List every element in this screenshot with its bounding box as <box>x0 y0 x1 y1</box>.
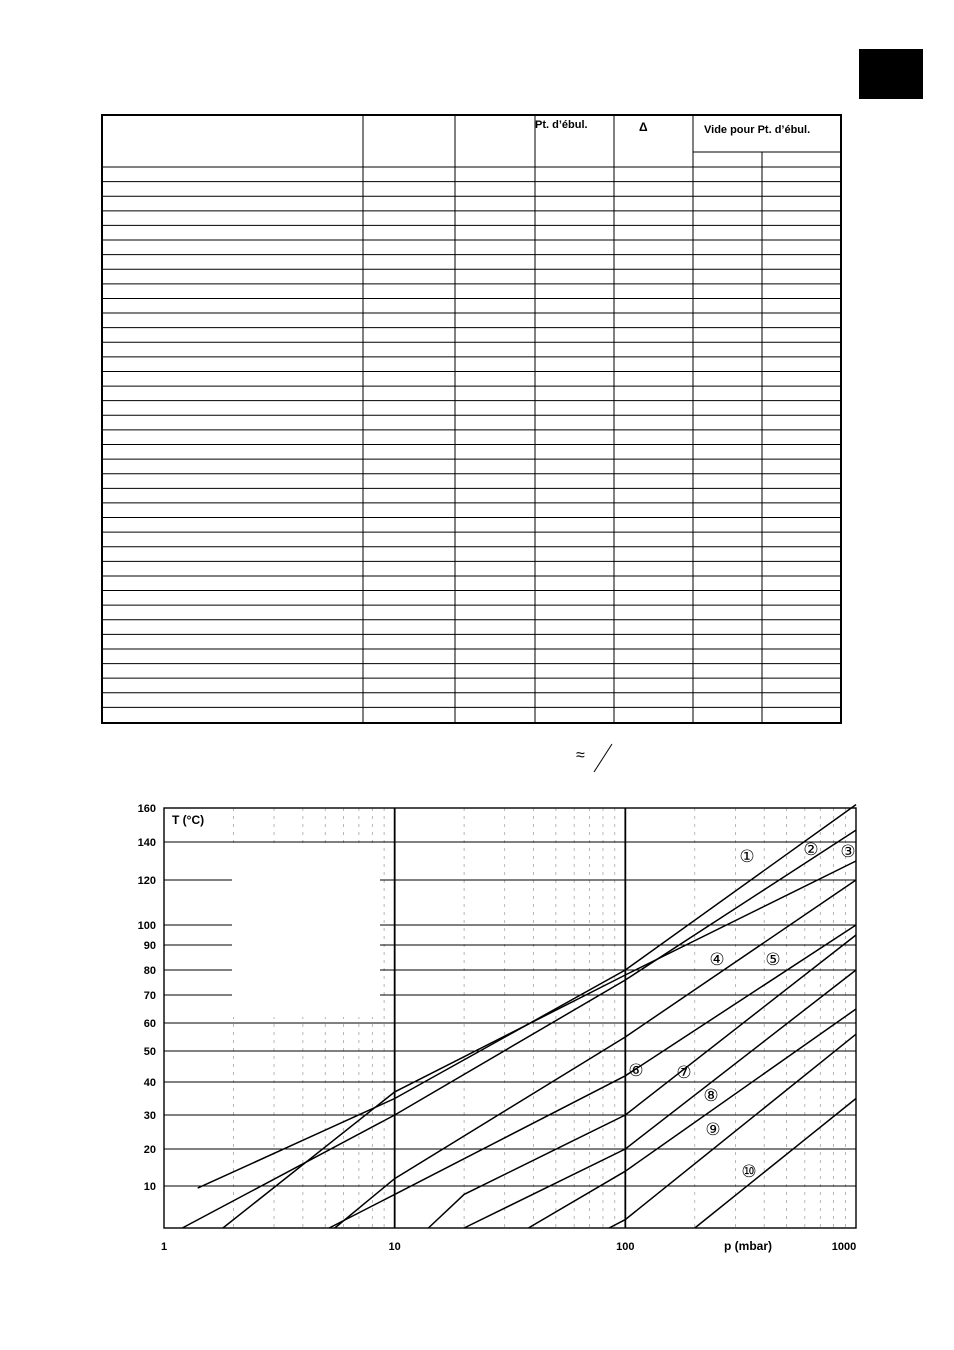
header-boiling-point: Pt. d’ébul. <box>535 119 588 131</box>
y-tick-label: 90 <box>143 940 156 952</box>
series-label-6: ⑥ <box>628 1061 644 1080</box>
series-label-9: ⑨ <box>705 1120 721 1139</box>
y-tick-label: 30 <box>143 1110 156 1122</box>
series-line-9 <box>609 1034 856 1228</box>
y-tick-label: 160 <box>137 803 156 815</box>
y-tick-label: 140 <box>137 837 156 849</box>
legend-blank-area <box>232 845 380 1017</box>
x-axis-label: p (mbar) <box>724 1239 772 1253</box>
series-line-10 <box>695 1099 856 1229</box>
series-label-1: ① <box>739 847 755 866</box>
series-label-5: ⑤ <box>765 950 781 969</box>
y-axis-label: T (°C) <box>172 813 205 827</box>
y-tick-label: 10 <box>143 1181 156 1193</box>
series-label-4: ④ <box>709 950 725 969</box>
y-tick-label: 80 <box>143 965 156 977</box>
header-delta: Δ <box>639 120 648 134</box>
y-tick-label: 50 <box>143 1046 156 1058</box>
x-tick-label: 100 <box>616 1241 635 1253</box>
series-line-8 <box>528 1009 856 1228</box>
series-line-4 <box>335 880 856 1228</box>
series-label-10: ⑩ <box>741 1162 757 1181</box>
y-tick-label: 100 <box>137 920 156 932</box>
approx-symbol: ≈ <box>576 747 585 764</box>
y-tick-label: 60 <box>143 1018 156 1030</box>
series-line-7 <box>464 970 856 1228</box>
y-tick-label: 40 <box>143 1077 156 1089</box>
y-tick-label: 120 <box>137 875 156 887</box>
x-tick-label: 10 <box>388 1241 401 1253</box>
series-label-7: ⑦ <box>676 1063 692 1082</box>
y-tick-label: 70 <box>143 990 156 1002</box>
y-tick-label: 20 <box>143 1144 156 1156</box>
series-label-3: ③ <box>840 842 856 861</box>
header-vacuum-boiling-point: Vide pour Pt. d’ébul. <box>704 124 811 136</box>
series-label-2: ② <box>803 840 819 859</box>
series-label-8: ⑧ <box>703 1086 719 1105</box>
x-tick-label: 1 <box>160 1241 168 1253</box>
x-tick-label: 1000 <box>831 1241 857 1253</box>
